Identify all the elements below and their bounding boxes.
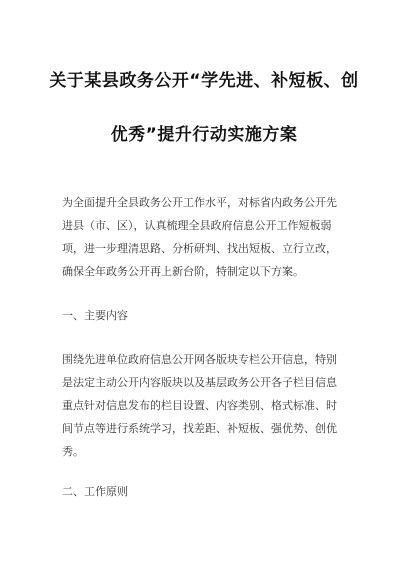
intro-paragraph: [62, 191, 352, 283]
document-title-line-1: 关于某县政务公开“学先进、补短板、创: [49, 71, 359, 91]
paragraph-line: 秀。: [62, 445, 84, 458]
paragraph-line: 进县（市、区），认真梳理全县政府信息公开工作短板弱: [62, 219, 332, 232]
paragraph-line: 为全面提升全县政务公开工作水平，对标省内政务公开先: [62, 196, 337, 209]
paragraph-line: 围绕先进单位政府信息公开网各版块专栏公开信息，特别: [62, 353, 337, 366]
paragraph-line: 重点针对信息发布的栏目设置、内容类别、格式标准、时: [62, 399, 337, 412]
document-title-line-2: 优秀”提升行动实施方案: [110, 125, 298, 145]
section-heading-main-content: 一、主要内容: [62, 309, 128, 322]
main-content-paragraph: [62, 348, 352, 463]
paragraph-line: 确保全年政务公开再上新台阶，特制定以下方案。: [62, 265, 304, 278]
paragraph-line: 是法定主动公开内容版块以及基层政务公开各子栏目信息: [62, 376, 337, 389]
section-heading-principles: 二、工作原则: [62, 485, 128, 498]
paragraph-line: 间节点等进行系统学习，找差距、补短板、强优势、创优: [62, 422, 337, 435]
paragraph-line: 项，进一步理清思路、分析研判、找出短板、立行立改，: [62, 242, 337, 255]
